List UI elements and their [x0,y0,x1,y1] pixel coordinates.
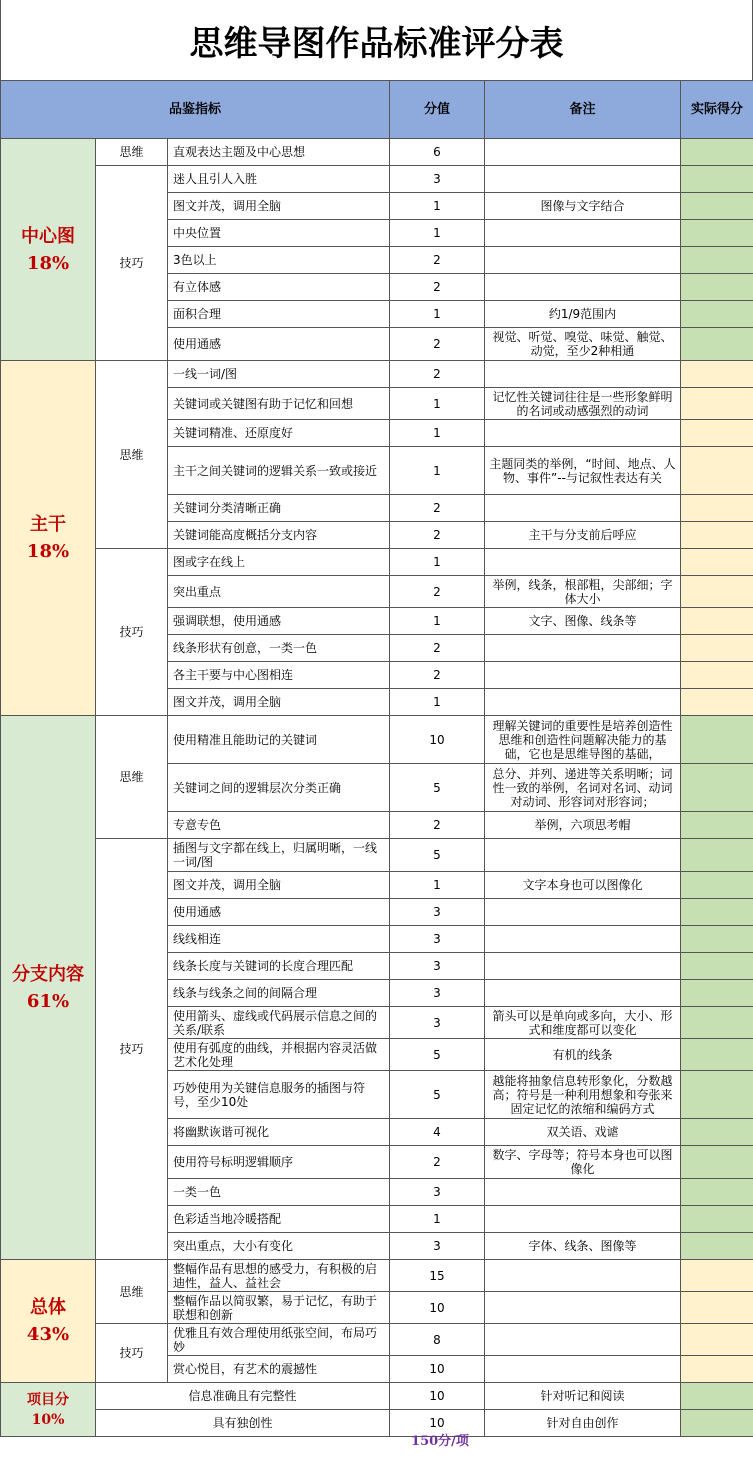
score-cell: 1 [390,447,485,495]
score-cell: 8 [390,1324,485,1356]
indicator-cell: 中央位置 [168,220,390,247]
score-cell: 4 [390,1119,485,1146]
score-cell: 10 [390,1356,485,1383]
total-score-footer: 150分/项 [411,1434,469,1449]
note-cell [485,689,681,716]
indicator-cell: 优雅且有效合理使用纸张空间，布局巧妙 [168,1324,390,1356]
note-cell [485,662,681,689]
note-cell [485,899,681,926]
note-cell [485,361,681,388]
actual-score-cell[interactable] [681,1071,753,1119]
actual-score-cell[interactable] [681,1179,753,1206]
score-cell: 3 [390,899,485,926]
indicator-cell: 使用精准且能助记的关键词 [168,716,390,764]
indicator-cell: 图或字在线上 [168,549,390,576]
indicator-cell: 突出重点，大小有变化 [168,1233,390,1260]
actual-score-cell[interactable] [681,549,753,576]
note-cell [485,1179,681,1206]
indicator-cell: 关键词之间的逻辑层次分类正确 [168,764,390,812]
actual-score-cell[interactable] [681,839,753,872]
note-cell: 主题同类的举例，“时间、地点、人物、事件”--与记叙性表达有关 [485,447,681,495]
indicator-cell: 迷人且引人入胜 [168,166,390,193]
indicator-cell: 一类一色 [168,1179,390,1206]
score-cell: 3 [390,1179,485,1206]
actual-score-cell[interactable] [681,1233,753,1260]
actual-score-cell[interactable] [681,1410,753,1437]
actual-score-cell[interactable] [681,361,753,388]
subcategory: 技巧 [96,549,168,716]
actual-score-cell[interactable] [681,716,753,764]
category-pct: 18% [26,541,70,562]
note-cell: 双关语、戏谑 [485,1119,681,1146]
actual-score-cell[interactable] [681,689,753,716]
note-cell: 举例，六项思考帽 [485,812,681,839]
category-overall [1,1260,96,1383]
subcategory: 技巧 [96,1324,168,1383]
note-cell: 字体、线条、图像等 [485,1233,681,1260]
note-cell [485,166,681,193]
table-row [1,139,753,166]
score-cell: 1 [390,549,485,576]
score-cell: 5 [390,1039,485,1071]
note-cell: 举例，线条，根部粗，尖部细；字体大小 [485,576,681,608]
actual-score-cell[interactable] [681,899,753,926]
note-cell: 主干与分支前后呼应 [485,522,681,549]
indicator-cell: 使用有弧度的曲线，并根据内容灵活做艺术化处理 [168,1039,390,1071]
note-cell [485,274,681,301]
actual-score-cell[interactable] [681,926,753,953]
indicator-cell: 使用箭头、虚线或代码展示信息之间的关系/联系 [168,1007,390,1039]
indicator-cell: 线条与线条之间的间隔合理 [168,980,390,1007]
actual-score-cell[interactable] [681,1356,753,1383]
score-cell: 3 [390,953,485,980]
score-cell: 3 [390,980,485,1007]
score-cell: 6 [390,139,485,166]
score-cell: 2 [390,522,485,549]
score-cell: 2 [390,576,485,608]
score-cell: 1 [390,301,485,328]
page-title: 思维导图作品标准评分表 [0,0,753,80]
score-cell: 3 [390,166,485,193]
note-cell [485,1260,681,1292]
actual-score-cell[interactable] [681,166,753,193]
category-label: 中心图 [21,225,75,247]
category-project [1,1383,96,1437]
score-cell: 3 [390,926,485,953]
note-cell [485,980,681,1007]
actual-score-cell[interactable] [681,1119,753,1146]
indicator-cell: 3色以上 [168,247,390,274]
subcategory: 思维 [96,1260,168,1324]
actual-score-cell[interactable] [681,1039,753,1071]
actual-score-cell[interactable] [681,635,753,662]
table-row [1,1383,753,1410]
note-cell [485,953,681,980]
indicator-cell: 信息准确且有完整性 [96,1383,390,1410]
indicator-cell: 使用通感 [168,899,390,926]
indicator-cell: 图文并茂，调用全脑 [168,193,390,220]
score-cell: 2 [390,635,485,662]
score-cell: 10 [390,1292,485,1324]
header-actual: 实际得分 [681,81,753,139]
table-row [1,839,753,872]
note-cell: 箭头可以是单向或多向，大小、形式和维度都可以变化 [485,1007,681,1039]
score-cell: 3 [390,1233,485,1260]
note-cell [485,1356,681,1383]
indicator-cell: 强调联想，使用通感 [168,608,390,635]
score-cell: 2 [390,328,485,361]
indicator-cell: 主干之间关键词的逻辑关系一致或接近 [168,447,390,495]
indicator-cell: 将幽默诙谐可视化 [168,1119,390,1146]
actual-score-cell[interactable] [681,447,753,495]
table-row [1,1324,753,1356]
actual-score-cell[interactable] [681,1007,753,1039]
category-label: 项目分 [27,1391,69,1408]
actual-score-cell[interactable] [681,495,753,522]
actual-score-cell[interactable] [681,522,753,549]
indicator-cell: 整幅作品以简驭繁，易于记忆，有助于联想和创新 [168,1292,390,1324]
header-indicator: 品鉴指标 [1,81,390,139]
indicator-cell: 具有独创性 [96,1410,390,1437]
score-cell: 10 [390,1383,485,1410]
indicator-cell: 使用符号标明逻辑顺序 [168,1146,390,1179]
category-label: 分支内容 [12,963,84,985]
note-cell [485,495,681,522]
actual-score-cell[interactable] [681,220,753,247]
header-note: 备注 [485,81,681,139]
category-center [1,139,96,361]
score-cell: 1 [390,689,485,716]
score-cell: 3 [390,1007,485,1039]
score-cell: 2 [390,812,485,839]
score-cell: 2 [390,247,485,274]
subcategory: 思维 [96,139,168,166]
note-cell: 有机的线条 [485,1039,681,1071]
score-cell: 1 [390,872,485,899]
header-row [1,81,753,139]
category-pct: 18% [26,252,70,274]
note-cell: 记忆性关键词往往是一些形象鲜明的名词或动感强烈的动词 [485,388,681,420]
indicator-cell: 突出重点 [168,576,390,608]
indicator-cell: 各主干要与中心图相连 [168,662,390,689]
indicator-cell: 关键词精准、还原度好 [168,420,390,447]
indicator-cell: 赏心悦目，有艺术的震撼性 [168,1356,390,1383]
note-cell: 总分、并列、递进等关系明晰；词性一致的举例，名词对名词、动词对动词、形容词对形容词； [485,764,681,812]
note-cell [485,247,681,274]
indicator-cell: 线线相连 [168,926,390,953]
score-table [0,80,753,1437]
subcategory: 技巧 [96,839,168,1260]
score-cell: 5 [390,839,485,872]
score-cell: 2 [390,274,485,301]
actual-score-cell[interactable] [681,980,753,1007]
note-cell [485,1292,681,1324]
indicator-cell: 关键词分类清晰正确 [168,495,390,522]
note-cell [485,1324,681,1356]
indicator-cell: 巧妙使用为关键信息服务的插图与符号，至少10处 [168,1071,390,1119]
indicator-cell: 使用通感 [168,328,390,361]
actual-score-cell[interactable] [681,193,753,220]
indicator-cell: 关键词或关键图有助于记忆和回想 [168,388,390,420]
actual-score-cell[interactable] [681,274,753,301]
note-cell [485,926,681,953]
note-cell [485,139,681,166]
indicator-cell: 整幅作品有思想的感受力，有积极的启迪性，益人、益社会 [168,1260,390,1292]
indicator-cell: 专意专色 [168,812,390,839]
indicator-cell: 面积合理 [168,301,390,328]
score-cell: 2 [390,1146,485,1179]
note-cell [485,1206,681,1233]
note-cell: 数字、字母等；符号本身也可以图像化 [485,1146,681,1179]
actual-score-cell[interactable] [681,608,753,635]
note-cell: 越能将抽象信息转形象化，分数越高；符号是一种利用想象和夸张来固定记忆的浓缩和编码方式 [485,1071,681,1119]
actual-score-cell[interactable] [681,764,753,812]
score-cell: 5 [390,1071,485,1119]
note-cell [485,220,681,247]
note-cell: 理解关键词的重要性是培养创造性思维和创造性问题解决能力的基础，它也是思维导图的基础， [485,716,681,764]
category-pct: 61% [26,990,70,1012]
category-trunk [1,361,96,716]
category-branch [1,716,96,1260]
table-row [1,166,753,193]
note-cell: 图像与文字结合 [485,193,681,220]
indicator-cell: 关键词能高度概括分支内容 [168,522,390,549]
table-row [1,716,753,764]
score-cell: 15 [390,1260,485,1292]
actual-score-cell[interactable] [681,872,753,899]
indicator-cell: 插图与文字都在线上，归属明晰，一线一词/图 [168,839,390,872]
note-cell: 针对听记和阅读 [485,1383,681,1410]
indicator-cell: 一线一词/图 [168,361,390,388]
subcategory: 技巧 [96,166,168,361]
score-cell: 1 [390,388,485,420]
subcategory: 思维 [96,716,168,839]
actual-score-cell[interactable] [681,576,753,608]
table-row [1,1260,753,1292]
table-row [1,1410,753,1437]
note-cell [485,549,681,576]
score-cell: 2 [390,361,485,388]
note-cell: 视觉、听觉、嗅觉、味觉、触觉、动觉，至少2种相通 [485,328,681,361]
table-row [1,361,753,388]
indicator-cell: 直观表达主题及中心思想 [168,139,390,166]
score-cell: 2 [390,495,485,522]
score-cell: 1 [390,220,485,247]
score-cell: 10 [390,1410,485,1437]
actual-score-cell[interactable] [681,328,753,361]
category-label: 主干 [30,514,66,535]
subcategory: 思维 [96,361,168,549]
actual-score-cell[interactable] [681,420,753,447]
actual-score-cell[interactable] [681,139,753,166]
header-score: 分值 [390,81,485,139]
score-cell: 2 [390,662,485,689]
indicator-cell: 图文并茂，调用全脑 [168,872,390,899]
note-cell [485,839,681,872]
actual-score-cell[interactable] [681,662,753,689]
note-cell: 针对自由创作 [485,1410,681,1437]
actual-score-cell[interactable] [681,1324,753,1356]
actual-score-cell[interactable] [681,812,753,839]
note-cell: 文字本身也可以图像化 [485,872,681,899]
note-cell: 约1/9范围内 [485,301,681,328]
category-pct: 10% [31,1411,65,1428]
actual-score-cell[interactable] [681,388,753,420]
actual-score-cell[interactable] [681,1260,753,1292]
actual-score-cell[interactable] [681,301,753,328]
score-cell: 1 [390,608,485,635]
category-pct: 43% [26,1324,70,1345]
indicator-cell: 有立体感 [168,274,390,301]
indicator-cell: 图文并茂，调用全脑 [168,689,390,716]
actual-score-cell[interactable] [681,1146,753,1179]
actual-score-cell[interactable] [681,1206,753,1233]
note-cell [485,420,681,447]
actual-score-cell[interactable] [681,953,753,980]
score-cell: 1 [390,193,485,220]
score-cell: 1 [390,420,485,447]
score-cell: 5 [390,764,485,812]
indicator-cell: 线条长度与关键词的长度合理匹配 [168,953,390,980]
score-cell: 1 [390,1206,485,1233]
indicator-cell: 色彩适当地冷暖搭配 [168,1206,390,1233]
indicator-cell: 线条形状有创意，一类一色 [168,635,390,662]
note-cell [485,635,681,662]
score-cell: 10 [390,716,485,764]
category-label: 总体 [30,1297,66,1318]
actual-score-cell[interactable] [681,1292,753,1324]
table-row [1,549,753,576]
note-cell: 文字、图像、线条等 [485,608,681,635]
actual-score-cell[interactable] [681,1383,753,1410]
actual-score-cell[interactable] [681,247,753,274]
